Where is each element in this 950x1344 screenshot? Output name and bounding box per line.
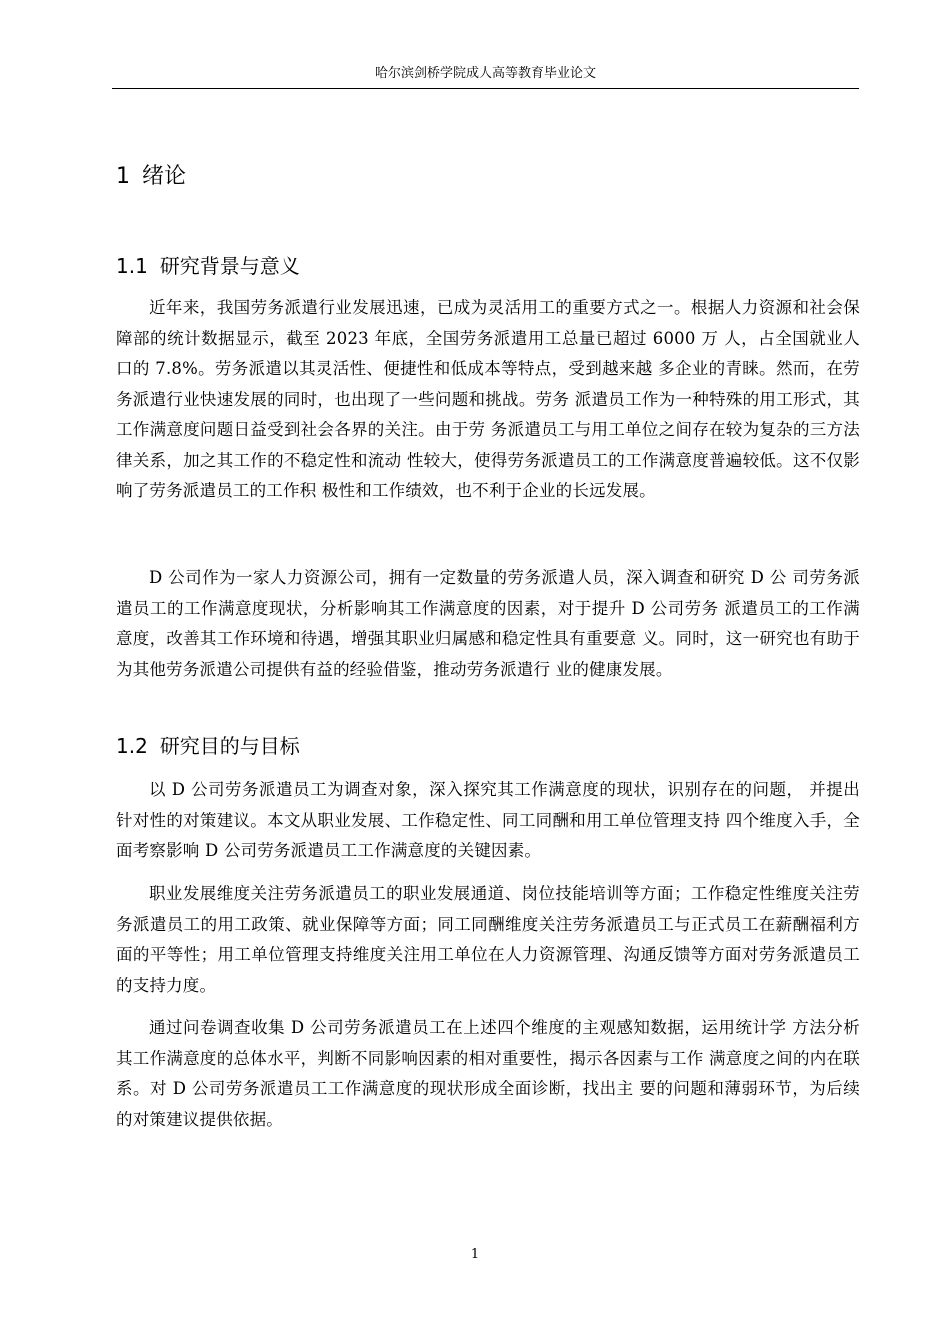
chapter-number: 1 xyxy=(116,164,130,189)
page-number: 1 xyxy=(470,1247,480,1262)
section-title: 研究目的与目标 xyxy=(159,734,300,758)
chapter-heading xyxy=(116,162,186,192)
header-divider xyxy=(112,88,859,89)
paragraph-background: 近年来，我国劳务派遣行业发展迅速，已成为灵活用工的重要方式之一。根据人力资源和社会保障部的统计数据显示，截至 2023 年底，全国劳务派遣用工总量已超过 6000 万 人，占全国就业人口的 7.8%。劳务派遣以其灵活性、便捷性和低成本等特点，受到越来越 多企业的青睐。然而，在劳务派遣行业快速发展的同时，也出现了一些问题和挑战。劳务 派遣员工作为一种特殊的用工形式，其工作满意度问题日益受到社会各界的关注。由于劳 务派遣员工与用工单位之间存在较为复杂的三方法律关系，加之其工作的不稳定性和流动 性较大，使得劳务派遣员工的工作满意度普遍较低。这不仅影响了劳务派遣员工的工作积 极性和工作绩效，也不利于企业的长远发展。 xyxy=(116,298,860,500)
chapter-title: 绪论 xyxy=(142,164,187,189)
paragraph-methods: 通过问卷调查收集 D 公司劳务派遣员工在上述四个维度的主观感知数据，运用统计学 方法分析其工作满意度的总体水平，判断不同影响因素的相对重要性，揭示各因素与工作 满意度之间的内在联系。对 D 公司劳务派遣员工工作满意度的现状形成全面诊断，找出主 要的问题和薄弱环节，为后续的对策建议提供依据。 xyxy=(116,1018,860,1129)
page-header: 哈尔滨剑桥学院成人高等教育毕业论文 xyxy=(374,66,596,81)
section-heading-1-2 xyxy=(116,732,300,760)
section-number: 1.2 xyxy=(116,734,148,758)
section-number: 1.1 xyxy=(116,254,148,278)
paragraph-research-object: 以 D 公司劳务派遣员工为调查对象，深入探究其工作满意度的现状，识别存在的问题， 并提出针对性的对策建议。本文从职业发展、工作稳定性、同工同酬和用工单位管理支持 四个维度入手，全面考察影响 D 公司劳务派遣员工工作满意度的关键因素。 xyxy=(116,780,860,860)
paragraph-company-significance: D 公司作为一家人力资源公司，拥有一定数量的劳务派遣人员，深入调查和研究 D 公 司劳务派遣员工的工作满意度现状，分析影响其工作满意度的因素，对于提升 D 公司劳务 派遣员工的工作满意度，改善其工作环境和待遇，增强其职业归属感和稳定性具有重要意 义。同时，这一研究也有助于为其他劳务派遣公司提供有益的经验借鉴，推动劳务派遣行 业的健康发展。 xyxy=(116,568,860,679)
section-title: 研究背景与意义 xyxy=(159,254,300,278)
section-heading-1-1 xyxy=(116,252,300,280)
paragraph-dimensions: 职业发展维度关注劳务派遣员工的职业发展通道、岗位技能培训等方面；工作稳定性维度关注劳务派遣员工的用工政策、就业保障等方面；同工同酬维度关注劳务派遣员工与正式员工在薪酬福利方面的平等性；用工单位管理支持维度关注用工单位在人力资源管理、沟通反馈等方面对劳务派遣员工的支持力度。 xyxy=(116,884,860,995)
